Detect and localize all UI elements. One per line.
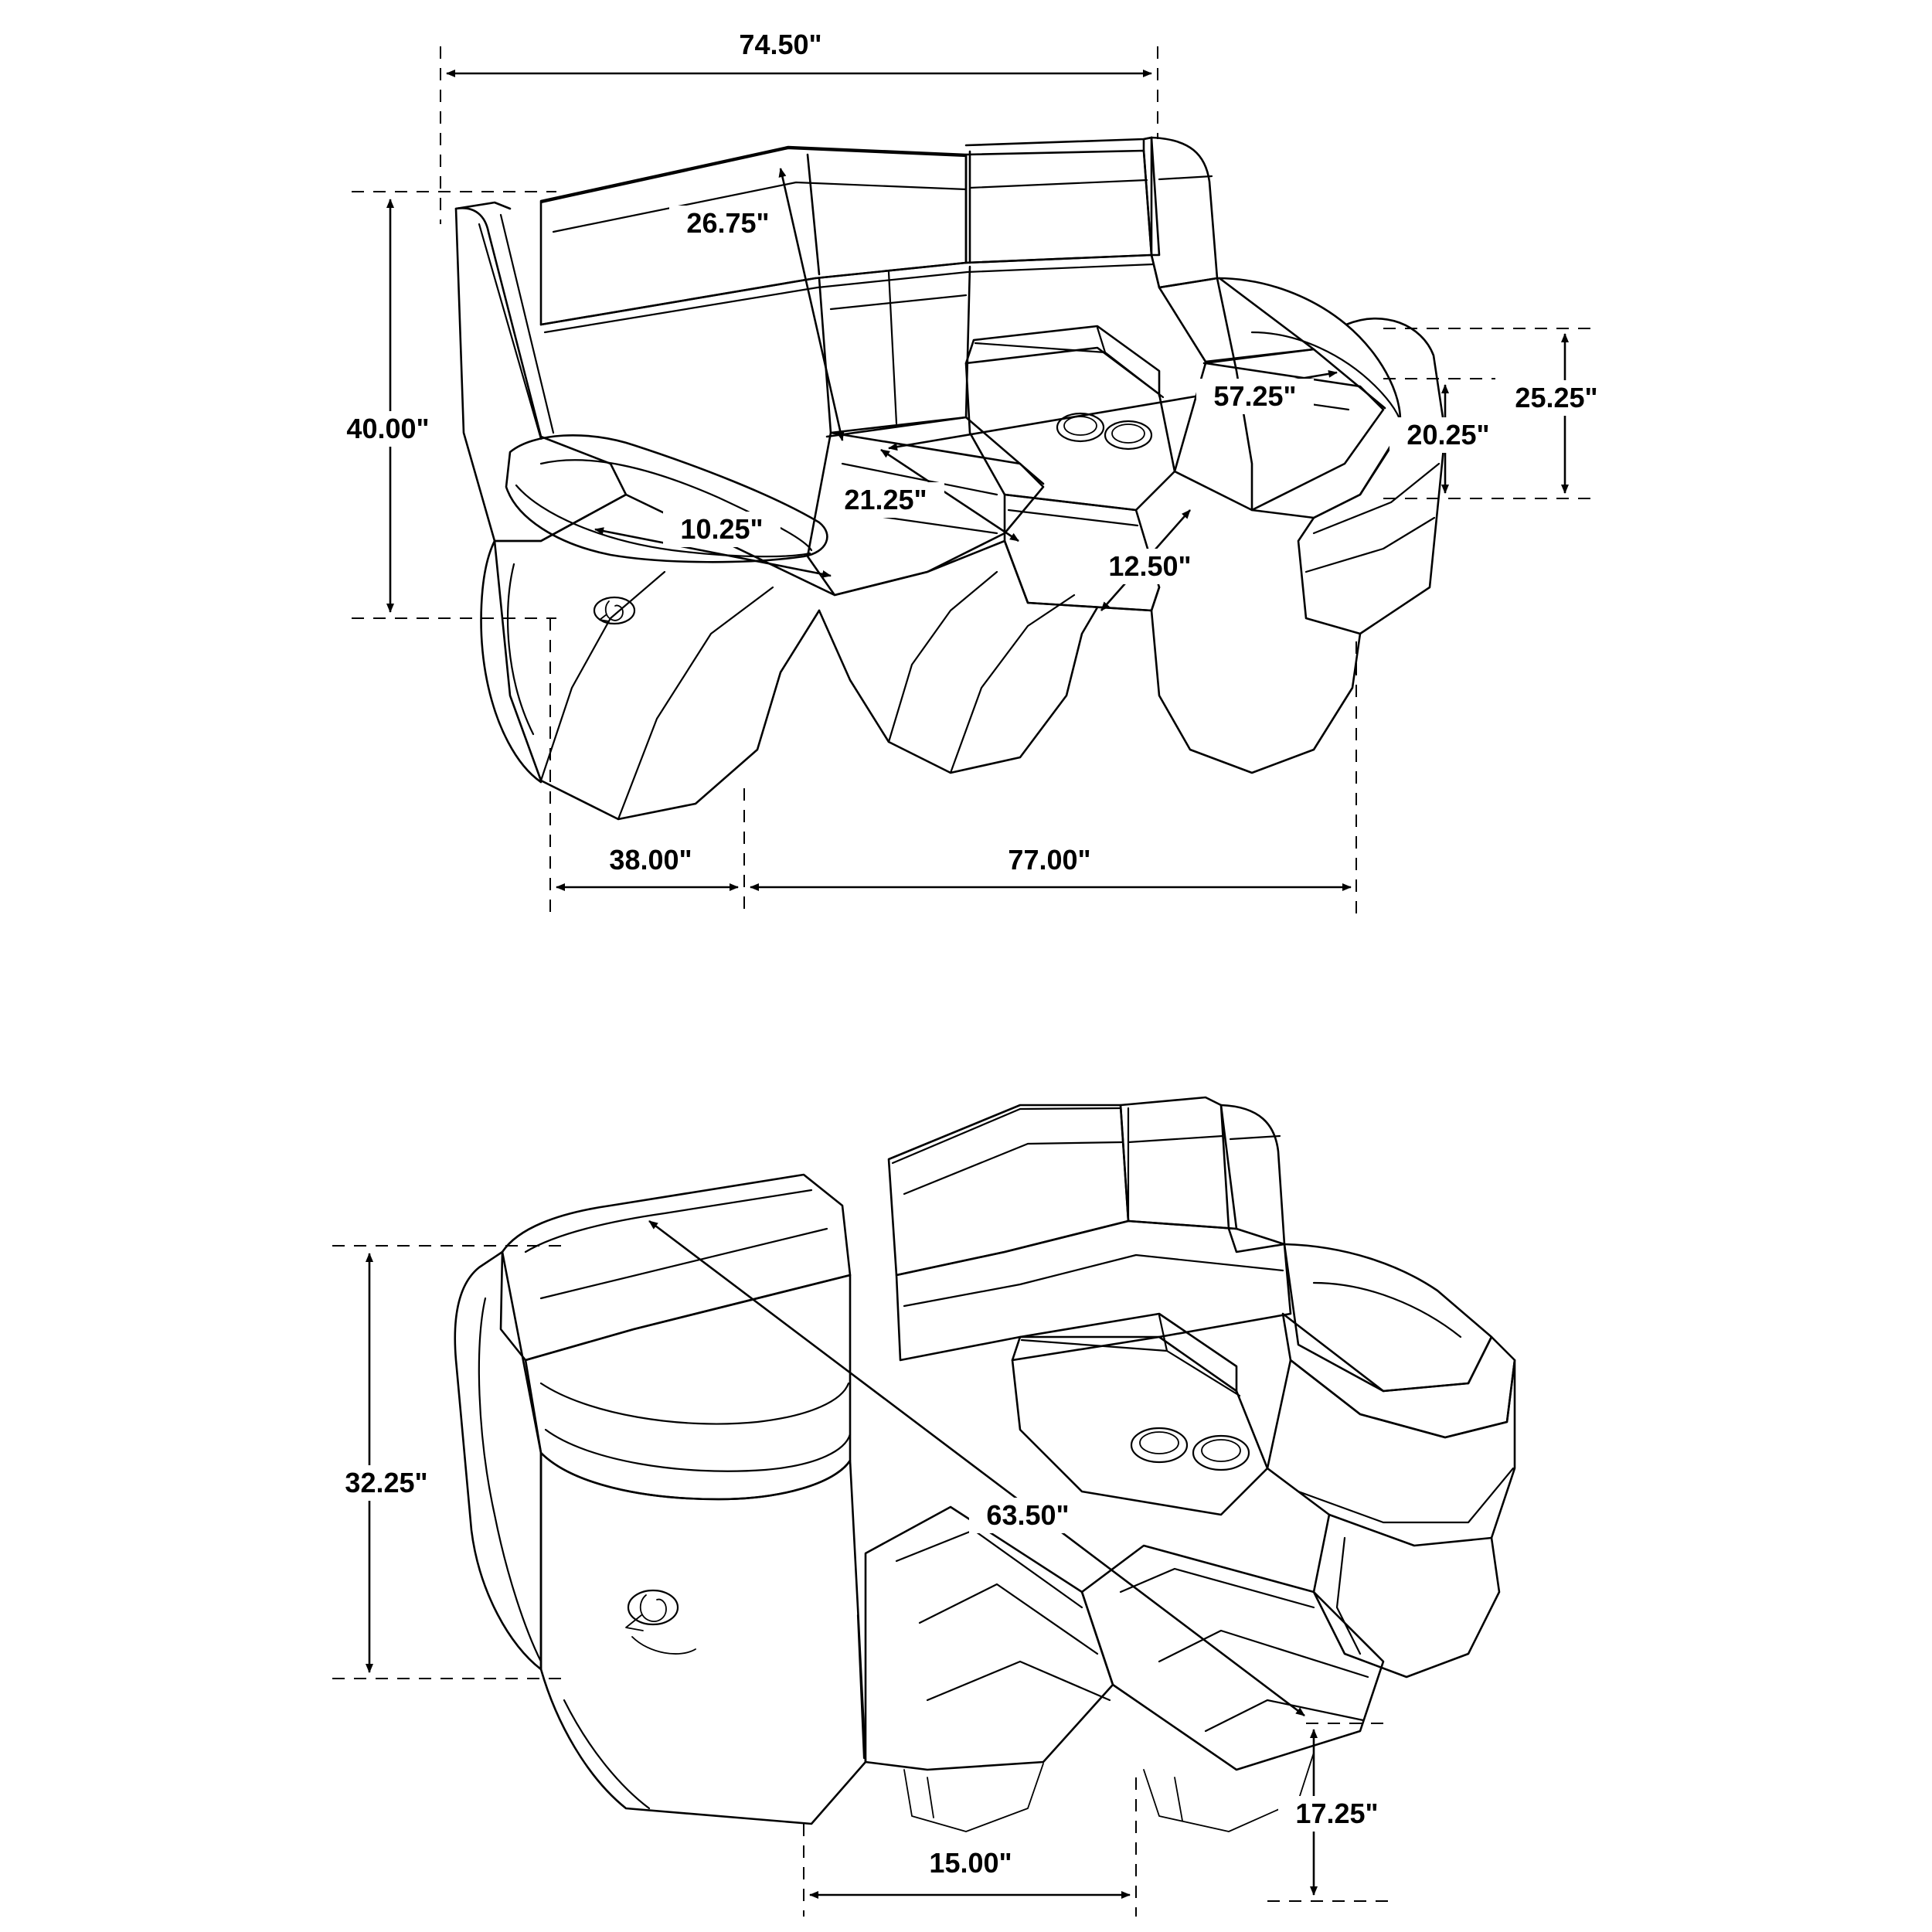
dimension-label: 32.25" [345,1467,428,1498]
dimension-label: 26.75" [686,207,770,239]
reclined-sofa-illustration [328,1097,1515,1917]
dimension-label: 57.25" [1213,380,1297,412]
dimension-label: 38.00" [609,844,692,876]
dimension-label: 17.25" [1295,1798,1379,1829]
dimension-label: 63.50" [986,1499,1070,1531]
dimension-label: 20.25" [1406,419,1490,451]
dimension-label: 10.25" [680,513,764,545]
upright-sofa-illustration [329,26,1615,916]
dimension-label: 74.50" [739,29,822,60]
dimension-label: 15.00" [929,1847,1012,1879]
dimension-label: 25.25" [1515,382,1598,413]
dimension-label: 77.00" [1008,844,1091,876]
dimension-label: 21.25" [844,484,927,515]
dimension-label: 12.50" [1108,550,1192,582]
dimension-label: 40.00" [346,413,430,444]
